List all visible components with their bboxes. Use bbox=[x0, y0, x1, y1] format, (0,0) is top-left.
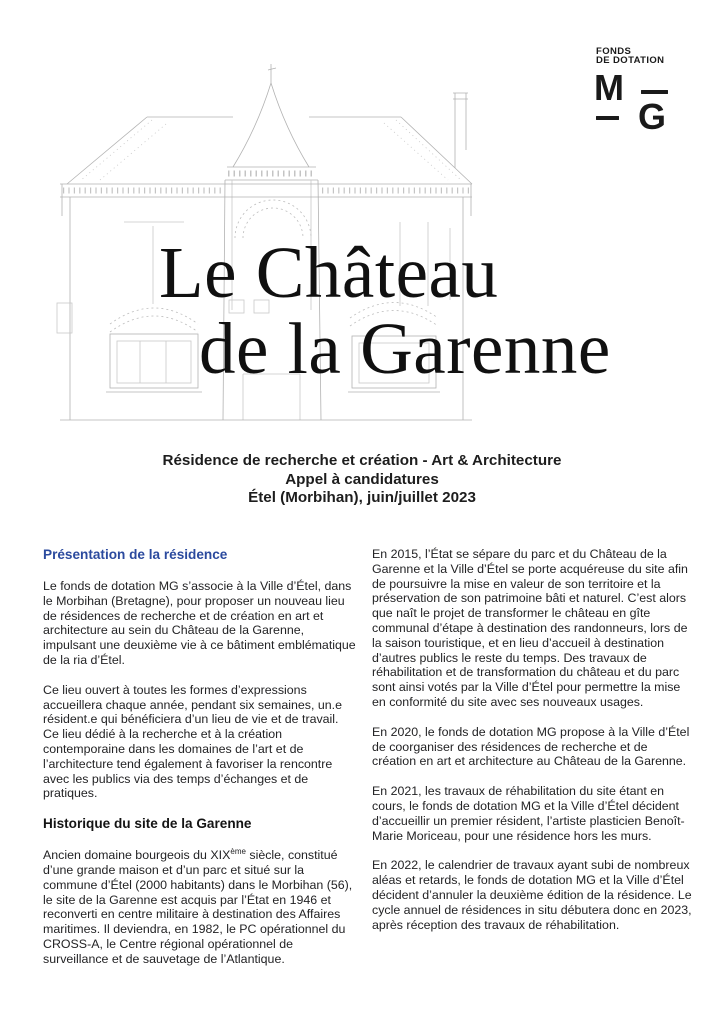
timeline-paragraph-2020: En 2020, le fonds de dotation MG propose à la Ville d’Étel de coorganiser des résidences de recherche et de création en art et architecture au Château de la Garenne. bbox=[372, 724, 690, 769]
left-column bbox=[43, 547, 357, 982]
page-title-line1: Le Château bbox=[159, 232, 499, 313]
presentation-heading: Présentation de la résidence bbox=[43, 547, 228, 562]
timeline-paragraph-2021: En 2021, les travaux de réhabilitation du site étant en cours, le fonds de dotation MG et la Ville d’Étel décident d’accueillir un premier résident, l’artiste plasticien Benoît-Marie Moriceau, pour une résidence hors les murs. bbox=[372, 784, 685, 843]
history-superscript: ème bbox=[230, 847, 246, 857]
logo-line1: FONDS bbox=[596, 46, 632, 57]
page-title-line2: de la Garenne bbox=[199, 308, 611, 389]
timeline-paragraph-2022: En 2022, le calendrier de travaux ayant subi de nombreux aléas et retards, le fonds de dotation MG et la Ville d’Étel décident d’annuler la deuxième édition de la résidence. Le cycle annuel de résidences in situ débutera donc en 2023, après réception des travaux de réhabilitation. bbox=[372, 858, 692, 932]
timeline-paragraph-2015: En 2015, l’État se sépare du parc et du Château de la Garenne et la Ville d’Étel se porte acquéreuse du site afin de poursuivre la mise en valeur de son territoire et la préservation de son patrimoine bâti et naturel. C’est alors que naît le projet de transformer le château en gîte communal d’étape à destination des randonneurs, lors de la saison touristique, et en lieu d’accueil à destination d’autres publics le reste du temps. Des travaux de réhabilitation et de transformation du château et du parc sont ainsi votés par la Ville d’Étel pour permettre la mise en conformité du site avec ses nouveaux usages. bbox=[372, 547, 688, 709]
subtitle-line1: Résidence de recherche et création - Art & Architecture bbox=[162, 452, 562, 469]
presentation-paragraph-2: Ce lieu ouvert à toutes les formes d’expressions accueillera chaque année, pendant six semaines, un.e résident.e qui bénéficiera d’un lieu de vie et de travail. Ce lieu dédié à la recherche et à la création contemporaine dans les domaines de l’art et de l’architecture tend également à favoriser la rencontre avec les publics via des temps d’échanges et de pratiques. bbox=[43, 682, 342, 801]
subtitle-block bbox=[0, 452, 724, 508]
right-column bbox=[372, 547, 694, 947]
logo-letter-m: M bbox=[594, 66, 623, 108]
subtitle-line3: Étel (Morbihan), juin/juillet 2023 bbox=[248, 489, 476, 507]
subtitle-line2: Appel à candidatures bbox=[285, 470, 439, 488]
logo-letter-g: G bbox=[638, 95, 666, 137]
history-paragraph-start: Ancien domaine bourgeois du XIX bbox=[43, 848, 231, 863]
history-paragraph-end: siècle, constitué d’une grande maison et d’un parc et situé sur la commune d’Étel (2000 habitants) dans le Morbihan (56), le site de la Garenne est acquis par l’État en 1946 et reconverti en centre militaire à destination des Affaires maritimes. Il deviendra, en 1982, le PC opérationnel du CROSS-A, le Centre régional opérationnel de surveillance et de sauvetage de l’Atlantique. bbox=[43, 848, 353, 966]
history-paragraph bbox=[43, 848, 357, 966]
history-heading: Historique du site de la Garenne bbox=[43, 816, 252, 832]
logo-line2: DE DOTATION bbox=[596, 55, 665, 67]
presentation-paragraph-1: Le fonds de dotation MG s’associe à la Ville d’Étel, dans le Morbihan (Bretagne), pour proposer un nouveau lieu de résidences de recherche et de création en art et architecture au sein du Château de la Garenne, impulsant une deuxième vie à ce bâtiment emblématique de la ria d’Étel. bbox=[43, 579, 356, 667]
